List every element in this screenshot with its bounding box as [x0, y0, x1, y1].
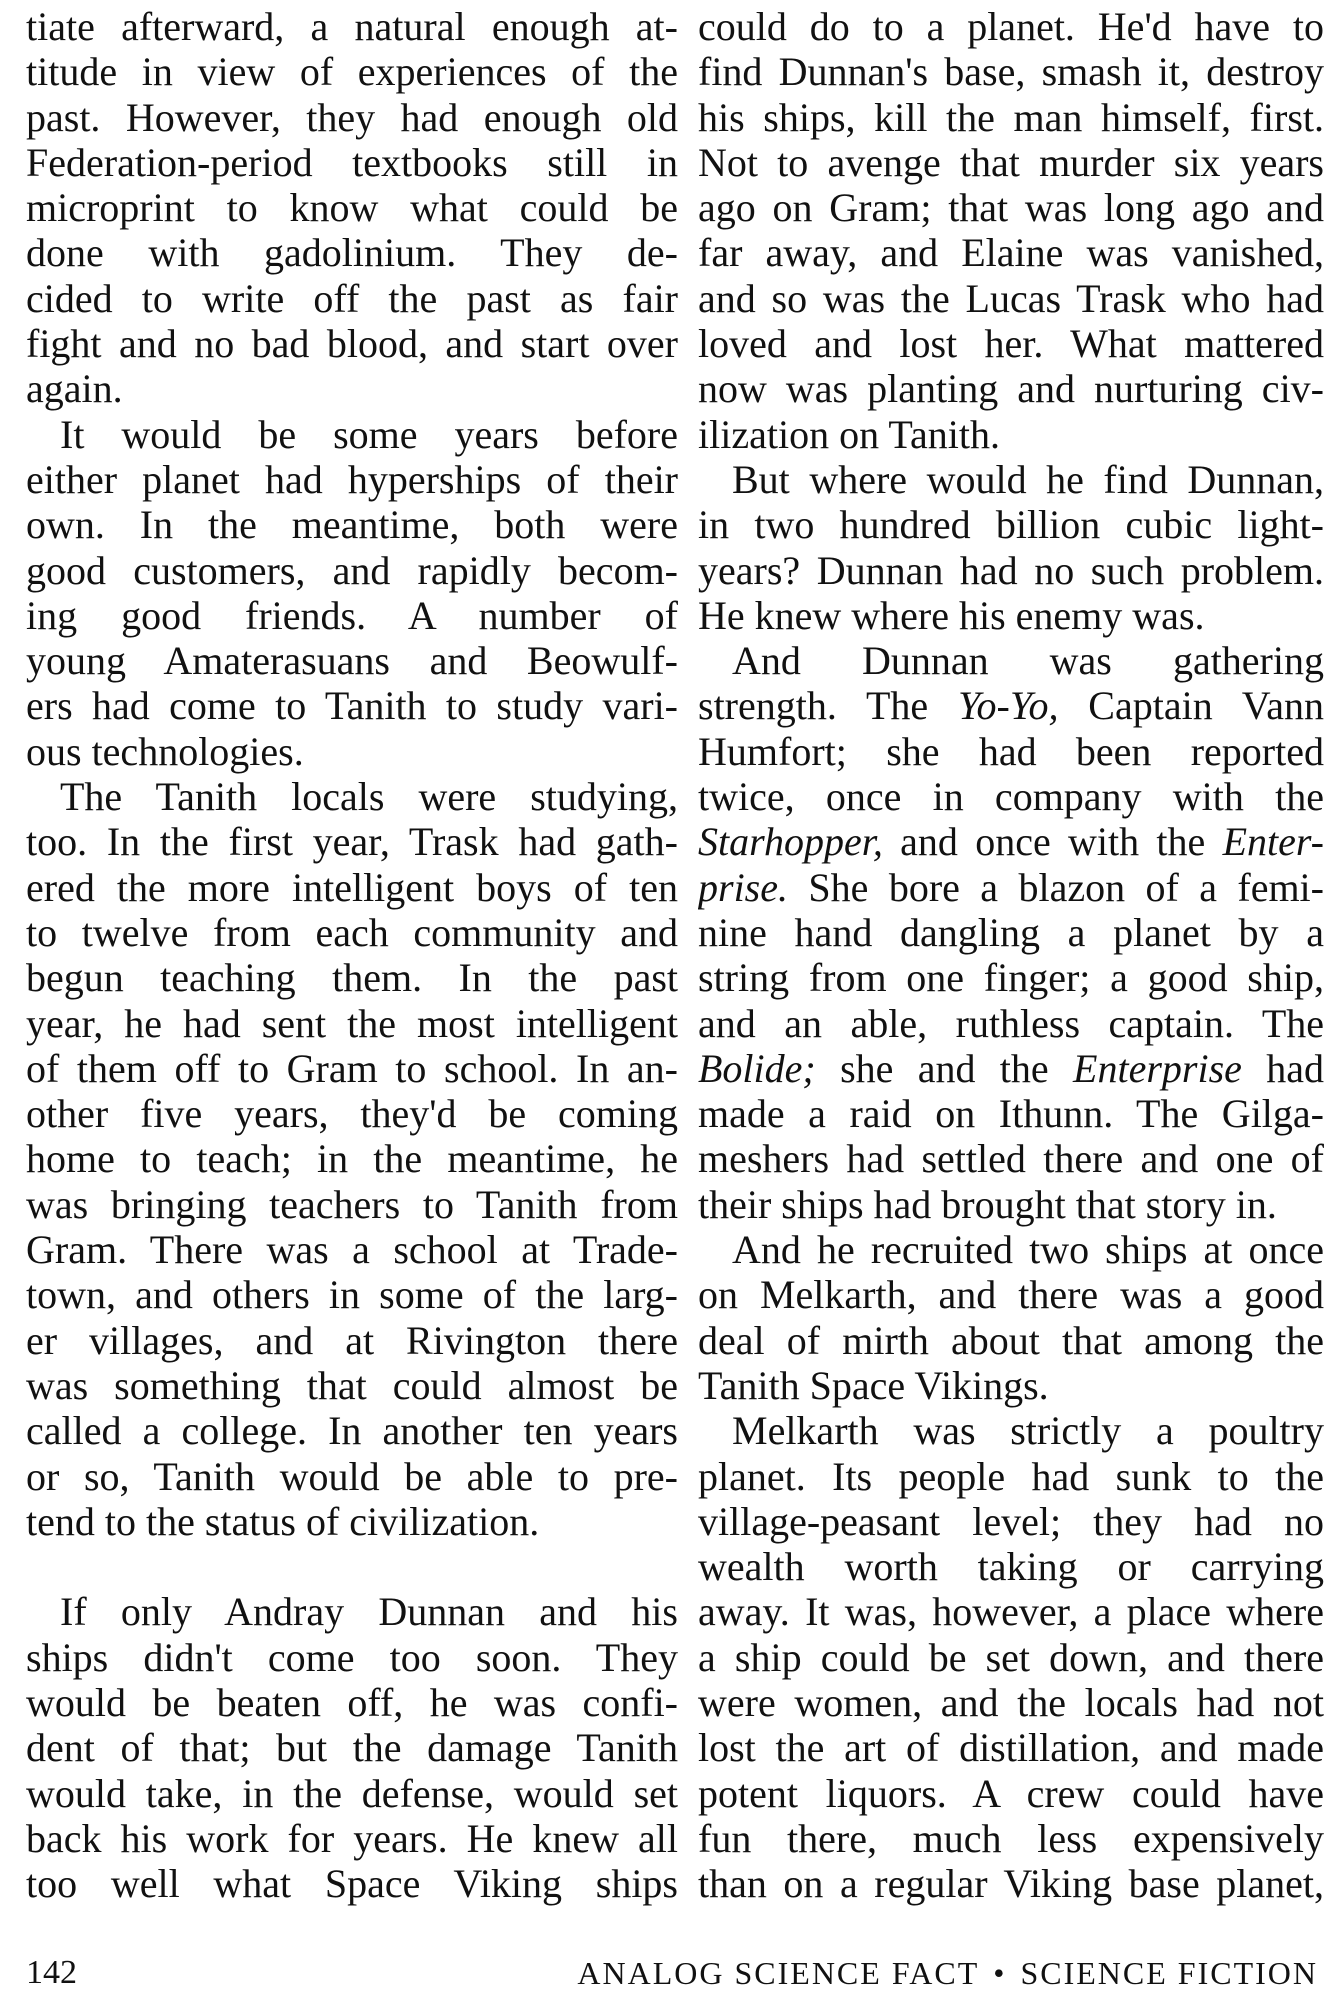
text-line: other five years, they'd be coming: [26, 1091, 678, 1137]
text-line: nine hand dangling a planet by a: [698, 909, 1324, 955]
text-line: dent of that; but the damage Tanith: [26, 1725, 678, 1771]
text-line: own. In the meantime, both were: [26, 502, 678, 548]
text-line: [698, 865, 1324, 910]
text-line: If only Andray Dunnan and his: [60, 1589, 678, 1635]
text-line: Tanith Space Vikings.: [698, 1362, 1049, 1408]
text-line: Gram. There was a school at Trade-: [26, 1227, 678, 1273]
text-line: ilization on Tanith.: [698, 411, 1000, 457]
text-line: The Tanith locals were studying,: [60, 774, 678, 820]
text-line: ers had come to Tanith to study vari-: [26, 683, 678, 729]
text-line: their ships had brought that story in.: [698, 1181, 1277, 1227]
text-segment: she and the: [815, 1045, 1074, 1091]
text-line: good customers, and rapidly becom-: [26, 547, 678, 593]
text-line: and an able, ruthless captain. The: [698, 1000, 1324, 1046]
italic-ship-name: Yo-Yo,: [957, 683, 1059, 729]
text-line: could do to a planet. He'd have to: [698, 4, 1324, 49]
text-line: Not to avenge that murder six years: [698, 139, 1324, 185]
text-line: cided to write off the past as fair: [26, 275, 678, 321]
text-line: [698, 683, 1324, 728]
text-line: on Melkarth, and there was a good: [698, 1272, 1324, 1318]
text-line: or so, Tanith would be able to pre-: [26, 1453, 678, 1499]
text-line: twice, once in company with the: [698, 774, 1324, 820]
text-line: would be beaten off, he was confi-: [26, 1679, 678, 1725]
text-line: young Amaterasuans and Beowulf-: [26, 638, 678, 684]
text-line: was bringing teachers to Tanith from: [26, 1181, 678, 1227]
text-line: made a raid on Ithunn. The Gilga-: [698, 1091, 1324, 1137]
text-line: Melkarth was strictly a poultry: [732, 1408, 1324, 1454]
text-line: tiate afterward, a natural enough at-: [26, 4, 678, 49]
text-line: ships didn't come too soon. They: [26, 1634, 678, 1680]
text-line: fun there, much less expensively: [698, 1815, 1324, 1861]
page-number: 142: [26, 1954, 77, 1991]
text-line: tend to the status of civilization.: [26, 1498, 540, 1544]
text-line: ago on Gram; that was long ago and: [698, 185, 1324, 231]
text-line: done with gadolinium. They de-: [26, 230, 678, 276]
text-line: fight and no bad blood, and start over: [26, 321, 678, 367]
text-line: planet. Its people had sunk to the: [698, 1453, 1324, 1499]
text-line: past. However, they had enough old: [26, 94, 678, 140]
text-line: find Dunnan's base, smash it, destroy: [698, 49, 1324, 95]
text-line: titude in view of experiences of the: [26, 49, 678, 95]
text-line: [698, 819, 1324, 864]
running-head: [577, 1953, 1318, 1993]
text-line: ing good friends. A number of: [26, 592, 678, 638]
text-line: to twelve from each community and: [26, 909, 678, 955]
text-line: lost the art of distillation, and made: [698, 1725, 1324, 1771]
bullet-separator: •: [993, 1955, 1007, 1991]
text-line: string from one finger; a good ship,: [698, 955, 1324, 1001]
text-line: ous technologies.: [26, 728, 304, 774]
text-line: er villages, and at Rivington there: [26, 1317, 678, 1363]
left-text-column: [26, 4, 678, 1906]
text-line: now was planting and nurturing civ-: [698, 366, 1324, 412]
text-line: Federation-period textbooks still in: [26, 139, 678, 185]
text-line: called a college. In another ten years: [26, 1408, 678, 1454]
running-head-genre: SCIENCE FICTION: [1020, 1955, 1318, 1991]
text-segment: and once with the: [882, 819, 1223, 865]
text-segment: She bore a blazon of a femi-: [788, 864, 1324, 910]
text-line: was something that could almost be: [26, 1362, 678, 1408]
text-line: home to teach; in the meantime, he: [26, 1136, 678, 1182]
text-line: would take, in the defense, would set: [26, 1770, 678, 1816]
text-line: a ship could be set down, and there: [698, 1634, 1324, 1680]
text-line: too. In the first year, Trask had gath-: [26, 819, 678, 865]
text-line: [698, 1046, 1324, 1091]
text-line: Humfort; she had been reported: [698, 728, 1324, 774]
running-head-magazine: ANALOG SCIENCE FACT: [577, 1955, 980, 1991]
text-line: of them off to Gram to school. In an-: [26, 1045, 678, 1091]
text-segment: had: [1241, 1045, 1324, 1091]
text-line: again.: [26, 366, 123, 412]
text-line: He knew where his enemy was.: [698, 592, 1205, 638]
text-line: And Dunnan was gathering: [732, 638, 1324, 684]
text-line: meshers had settled there and one of: [698, 1136, 1324, 1182]
text-line: [26, 1544, 678, 1589]
italic-ship-name: Enterprise: [1073, 1045, 1242, 1091]
text-line: It would be some years before: [60, 411, 678, 457]
text-line: than on a regular Viking base planet,: [698, 1861, 1324, 1907]
text-segment: Captain Vann: [1058, 683, 1324, 729]
text-line: year, he had sent the most intelligent: [26, 1000, 678, 1046]
text-line: away. It was, however, a place where: [698, 1589, 1324, 1635]
text-line: But where would he find Dunnan,: [732, 456, 1324, 502]
italic-ship-name: Enter-: [1222, 819, 1324, 865]
text-segment: strength. The: [698, 683, 958, 729]
italic-ship-name: Bolide;: [698, 1045, 816, 1091]
text-line: town, and others in some of the larg-: [26, 1272, 678, 1318]
text-line: were women, and the locals had not: [698, 1679, 1324, 1725]
text-line: too well what Space Viking ships: [26, 1861, 678, 1907]
text-line: wealth worth taking or carrying: [698, 1544, 1324, 1590]
text-line: begun teaching them. In the past: [26, 955, 678, 1001]
text-line: either planet had hyperships of their: [26, 456, 678, 502]
text-line: village-peasant level; they had no: [698, 1498, 1324, 1544]
text-line: years? Dunnan had no such problem.: [698, 547, 1324, 593]
right-text-column: [698, 4, 1324, 1906]
text-line: in two hundred billion cubic light-: [698, 502, 1324, 548]
text-line: microprint to know what could be: [26, 185, 678, 231]
text-line: loved and lost her. What mattered: [698, 321, 1324, 367]
text-line: ered the more intelligent boys of ten: [26, 864, 678, 910]
italic-ship-name: prise.: [698, 864, 788, 910]
text-line: And he recruited two ships at once: [732, 1227, 1324, 1273]
text-line: deal of mirth about that among the: [698, 1317, 1324, 1363]
text-line: far away, and Elaine was vanished,: [698, 230, 1324, 276]
text-line: his ships, kill the man himself, first.: [698, 94, 1324, 140]
text-line: and so was the Lucas Trask who had: [698, 275, 1324, 321]
italic-ship-name: Starhopper,: [698, 819, 883, 865]
text-line: potent liquors. A crew could have: [698, 1770, 1324, 1816]
text-line: back his work for years. He knew all: [26, 1815, 678, 1861]
